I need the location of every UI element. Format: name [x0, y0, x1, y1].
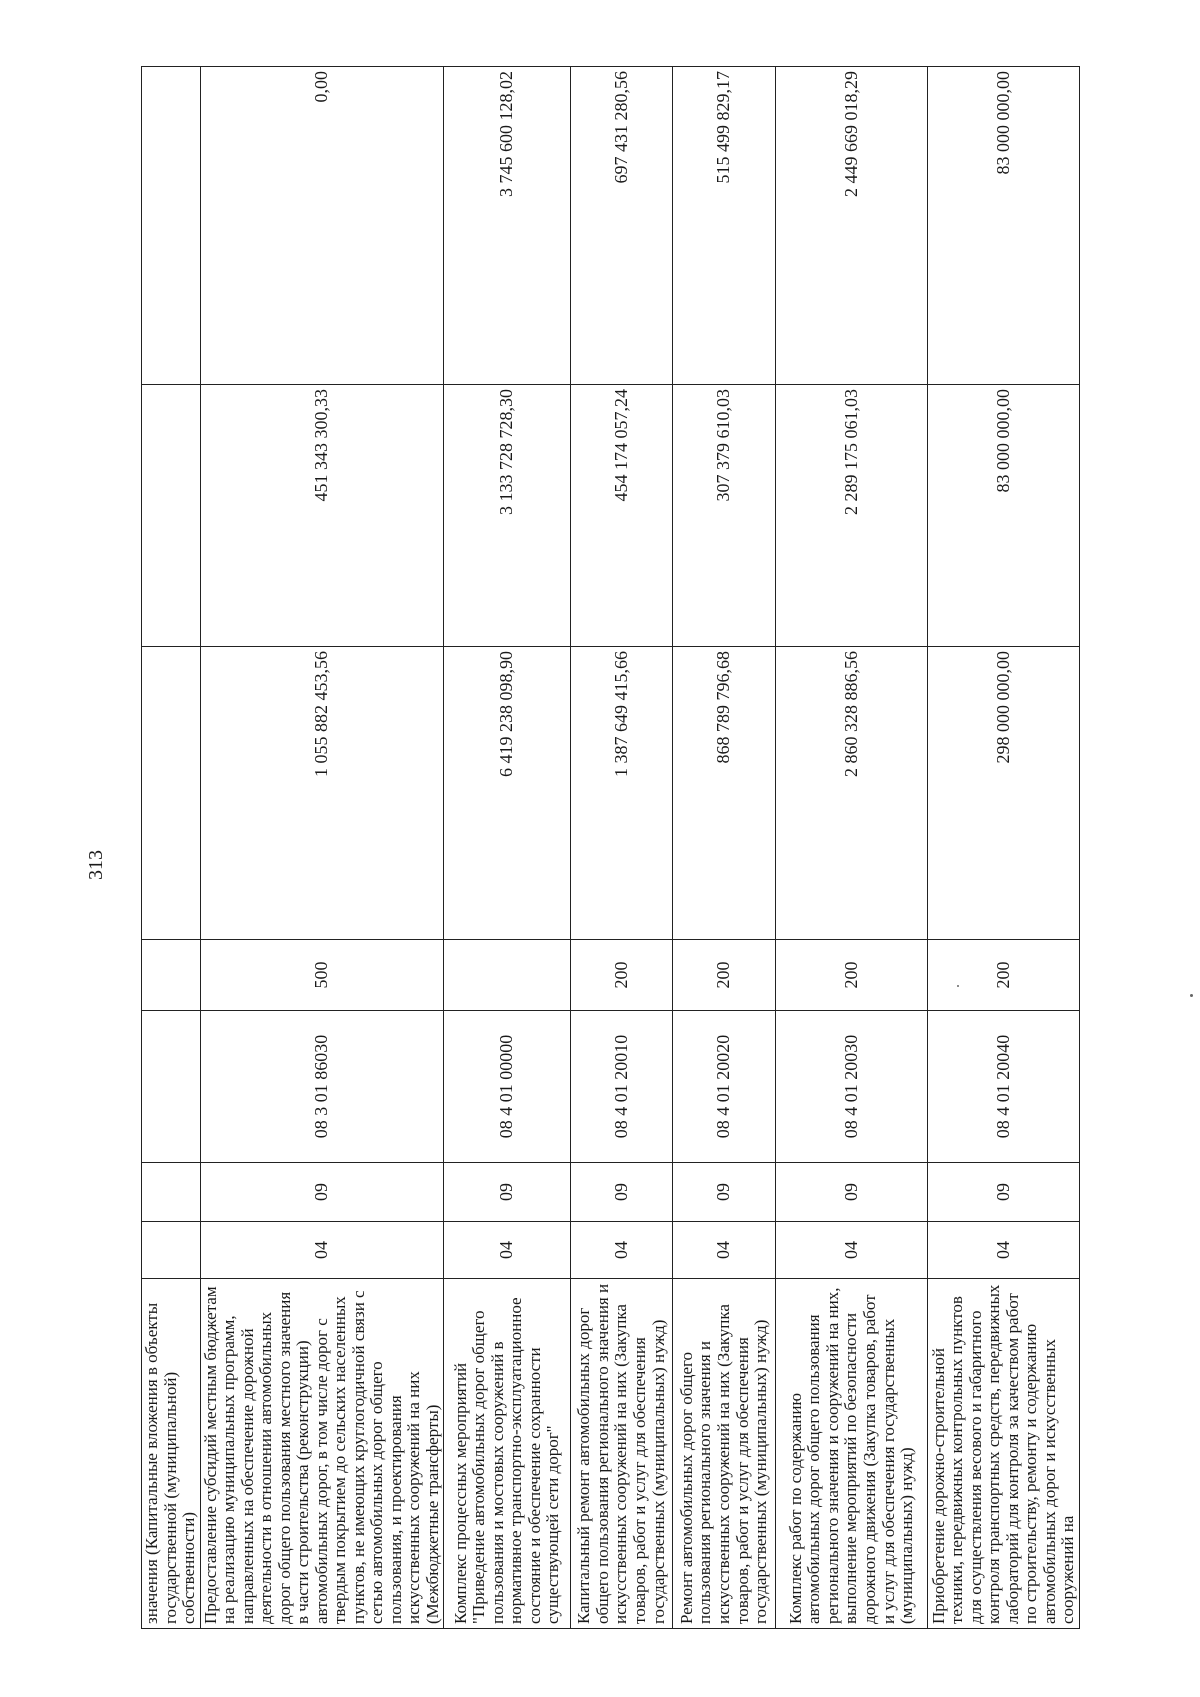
table-row	[776, 67, 928, 1629]
table-row	[673, 67, 776, 1629]
amount-column-1	[142, 647, 201, 940]
section-code: 04	[571, 1222, 673, 1279]
target-article-code: 08 4 01 00000	[444, 1011, 571, 1163]
target-article-code: 08 4 01 20040	[928, 1011, 1080, 1163]
expense-type-code: 200	[673, 940, 776, 1011]
amount-column-2	[142, 385, 201, 647]
amount-column-3: 2 449 669 018,29	[776, 67, 928, 385]
row-item-name: Предоставление субсидий местным бюджетам на реализацию муниципальных программ, направленных на обеспечение дорожной деятельности в отношении автомобильных дорог общего пользования местного значения в части строительства (реконструкции) автомобильных дорог, в том числе дорог с твердым покрытием до сельских населенных пунктов, не имеющих круглогодичной связи с сетью автомобильных дорог общего пользования, и проектирования искусственных сооружений на них (Межбюджетные трансферты)	[200, 1279, 444, 1629]
scan-speck	[957, 985, 959, 987]
amount-column-1: 6 419 238 098,90	[444, 647, 571, 940]
amount-column-3: 3 745 600 128,02	[444, 67, 571, 385]
table-row	[200, 67, 444, 1629]
subsection-code: 09	[571, 1163, 673, 1222]
budget-allocation-table	[141, 66, 1080, 1629]
amount-column-1: 1 055 882 453,56	[200, 647, 444, 940]
amount-column-3: 0,00	[200, 67, 444, 385]
target-article-code: 08 4 01 20020	[673, 1011, 776, 1163]
subsection-code: 09	[444, 1163, 571, 1222]
subsection-code: 09	[200, 1163, 444, 1222]
row-item-name: Комплекс работ по содержанию автомобильных дорог общего пользования регионального значения и сооружений на них, выполнение мероприятий по безопасности дорожного движения (Закупка товаров, работ и услуг для обеспечения государственных (муниципальных) нужд)	[776, 1279, 928, 1629]
expense-type-code: 200	[571, 940, 673, 1011]
scan-speck	[1190, 994, 1193, 997]
amount-column-3: 515 499 829,17	[673, 67, 776, 385]
table-row	[444, 67, 571, 1629]
amount-column-1: 2 860 328 886,56	[776, 647, 928, 940]
table-row	[928, 67, 1080, 1629]
amount-column-1: 868 789 796,68	[673, 647, 776, 940]
row-item-name: Ремонт автомобильных дорог общего пользования регионального значения и искусственных сооружений на них (Закупка товаров, работ и услуг для обеспечения государственных (муниципальных) нужд)	[673, 1279, 776, 1629]
expense-type-code: 500	[200, 940, 444, 1011]
amount-column-2: 3 133 728 728,30	[444, 385, 571, 647]
amount-column-2: 454 174 057,24	[571, 385, 673, 647]
subsection-code: 09	[928, 1163, 1080, 1222]
section-code: 04	[776, 1222, 928, 1279]
amount-column-2: 83 000 000,00	[928, 385, 1080, 647]
amount-column-2: 307 379 610,03	[673, 385, 776, 647]
amount-column-3: 697 431 280,56	[571, 67, 673, 385]
amount-column-3	[142, 67, 201, 385]
amount-column-1: 298 000 000,00	[928, 647, 1080, 940]
target-article-code: 08 4 01 20010	[571, 1011, 673, 1163]
subsection-code: 09	[776, 1163, 928, 1222]
table-row	[142, 67, 201, 1629]
page-number: 313	[85, 850, 107, 880]
expense-type-code: 200	[776, 940, 928, 1011]
target-article-code	[142, 1011, 201, 1163]
row-item-name: Капитальный ремонт автомобильных дорог общего пользования регионального значения и искусственных сооружений на них (Закупка товаров, работ и услуг для обеспечения государственных (муниципальных) нужд)	[571, 1279, 673, 1629]
amount-column-2: 2 289 175 061,03	[776, 385, 928, 647]
budget-table-wrapper	[141, 67, 1078, 1629]
target-article-code: 08 4 01 20030	[776, 1011, 928, 1163]
expense-type-code	[444, 940, 571, 1011]
subsection-code: 09	[673, 1163, 776, 1222]
rotated-table-container	[141, 67, 1078, 1629]
amount-column-2: 451 343 300,33	[200, 385, 444, 647]
table-row	[571, 67, 673, 1629]
section-code	[142, 1222, 201, 1279]
expense-type-code	[142, 940, 201, 1011]
section-code: 04	[673, 1222, 776, 1279]
row-item-name: Комплекс процессных мероприятий "Приведение автомобильных дорог общего пользования и мостовых сооружений в нормативное транспортно-эксплуатационное состояние и обеспечение сохранности существующей сети дорог"	[444, 1279, 571, 1629]
expense-type-code: 200	[928, 940, 1080, 1011]
row-item-name: Приобретение дорожно-строительной техники, передвижных контрольных пунктов для осуществления весового и габаритного контроля транспортных средств, передвижных лабораторий для контроля за качеством работ по строительству, ремонту и содержанию автомобильных дорог и искусственных сооружений на	[928, 1279, 1080, 1629]
subsection-code	[142, 1163, 201, 1222]
section-code: 04	[928, 1222, 1080, 1279]
row-item-name: значения (Капитальные вложения в объекты государственной (муниципальной) собственности)	[142, 1279, 201, 1629]
amount-column-3: 83 000 000,00	[928, 67, 1080, 385]
section-code: 04	[200, 1222, 444, 1279]
target-article-code: 08 3 01 86030	[200, 1011, 444, 1163]
section-code: 04	[444, 1222, 571, 1279]
amount-column-1: 1 387 649 415,66	[571, 647, 673, 940]
